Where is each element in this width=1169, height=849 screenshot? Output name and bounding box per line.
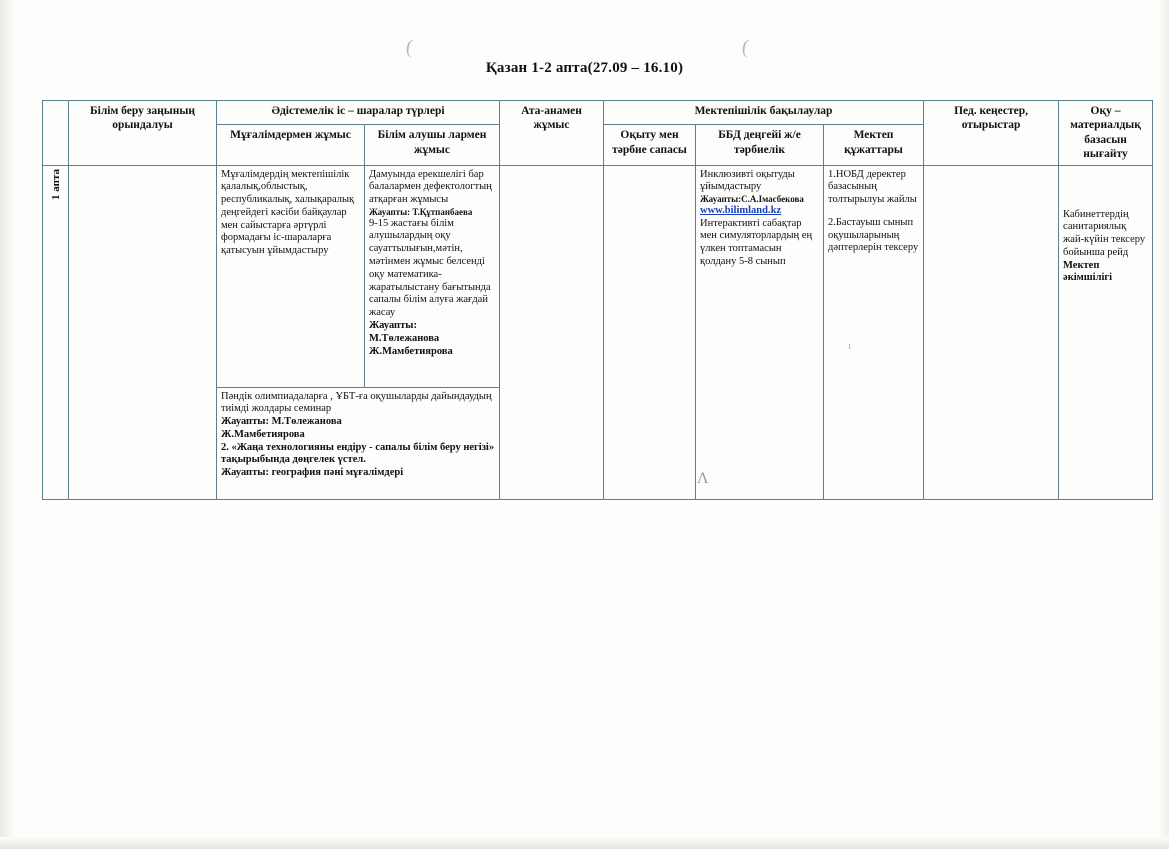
cell-parents	[500, 165, 604, 499]
header-school-control: Мектепішілік бақылаулар	[604, 101, 924, 125]
seminar-line-1: Пәндік олимпиадаларға , ҰБТ-ға оқушыларды дайындаудың тиімді жолдары семинар	[221, 390, 492, 415]
cell-with-teachers: Мұғалімдердің мектепішілік қалалық,облыстық, республикалық, халықаралық деңгейдегі кәсіби байқаулар мен сайыстарға әртүрлі формадағы іс-шараларға қатысуын ұйымдастыру	[217, 165, 365, 387]
header-week	[43, 101, 69, 166]
header-law: Білім беру заңының орындалуы	[69, 101, 217, 166]
header-school-docs: Мектеп құжаттары	[824, 125, 924, 165]
seminar-line-5: Жауапты: география пәні мұғалімдері	[221, 467, 404, 479]
header-parents: Ата-анамен жұмыс	[500, 101, 604, 166]
docs-line-2: 2.Бастауыш сынып оқушыларының дәптерлерін тексеру	[828, 216, 919, 254]
bilimland-link[interactable]: www.bilimland.kz	[700, 204, 782, 216]
bbd-line-1: Инклюзивті оқытуды ұйымдастыру	[700, 168, 795, 193]
week-label: 1 апта	[49, 168, 62, 200]
table-row	[43, 165, 1153, 387]
student-line-6: Ж.Мамбетиярова	[369, 345, 453, 357]
bbd-line-4: Интерактивті сабақтар мен симуляторлардың ең үлкен топтамасын қолдану 5-8 сынып	[700, 217, 813, 268]
pencil-mark-3: Λ	[697, 470, 709, 487]
pencil-mark-2: (	[740, 35, 751, 59]
cell-law	[69, 165, 217, 499]
material-line-1: Кабинеттердің санитариялық жай-күйін тексеру бойынша рейд	[1063, 208, 1146, 258]
pencil-mark-1: (	[404, 35, 415, 59]
student-line-1: Дамуында ерекшелігі бар балалармен дефектологтың атқарған жұмысы	[369, 168, 492, 206]
cell-material-base	[1059, 165, 1153, 499]
student-line-3: 9-15 жастағы білім алушылардың оқу сауаттылығын,мәтін, мәтінмен жұмыс белсенді оқу математика-жаратылыстану бағытында сапалы білім алуға жағдай жасау	[369, 217, 491, 319]
cell-school-docs	[824, 165, 924, 499]
scan-edge-left	[0, 0, 14, 849]
page-title: Қазан 1-2 апта(27.09 – 16.10)	[485, 60, 684, 76]
scan-edge-right	[1159, 0, 1169, 849]
header-methodical: Әдістемелік іс – шаралар түрлері	[217, 101, 500, 125]
cell-ped-council	[924, 165, 1059, 499]
table-head	[43, 101, 1153, 166]
table-body	[43, 165, 1153, 499]
cell-teaching-quality	[604, 165, 696, 499]
student-line-2: Жауапты: Т.Құтпанбаева	[369, 206, 473, 217]
header-with-teachers: Мұғалімдермен жұмыс	[217, 125, 365, 165]
week-cell	[43, 165, 69, 499]
scan-edge-bottom	[0, 837, 1169, 849]
seminar-line-4: 2. «Жаңа технологияны ендіру - сапалы білім беру негізі» тақырыбында дөңгелек үстел.	[221, 441, 495, 466]
seminar-line-3: Ж.Мамбетиярова	[221, 428, 305, 440]
bbd-line-2: Жауапты:С.А.Імасбекова	[700, 194, 804, 205]
seminar-line-2: Жауапты: М.Төлежанова	[221, 416, 342, 428]
header-ped-council: Пед. кеңестер, отырыстар	[924, 101, 1059, 166]
student-line-5: М.Төлежанова	[369, 332, 440, 344]
material-line-2: Мектеп әкімшілігі	[1063, 259, 1113, 284]
header-teaching-quality: Оқыту мен тәрбие сапасы	[604, 125, 696, 165]
cell-with-students	[365, 165, 500, 387]
cell-bbd-level	[696, 165, 824, 499]
docs-line-1: 1.НОБД деректер базасының толтырылуы жайлы	[828, 168, 917, 206]
cell-seminar-block	[217, 387, 500, 499]
header-row-1	[43, 101, 1153, 125]
header-bbd-level: ББД деңгейі ж/е тәрбиелік	[696, 125, 824, 165]
student-line-4: Жауапты:	[369, 320, 417, 332]
pencil-mark-4: ı	[848, 340, 852, 352]
work-plan-table	[42, 100, 1153, 500]
header-material-base: Оқу – материалдық базасын нығайту	[1059, 101, 1153, 166]
header-with-students: Білім алушы лармен жұмыс	[365, 125, 500, 165]
